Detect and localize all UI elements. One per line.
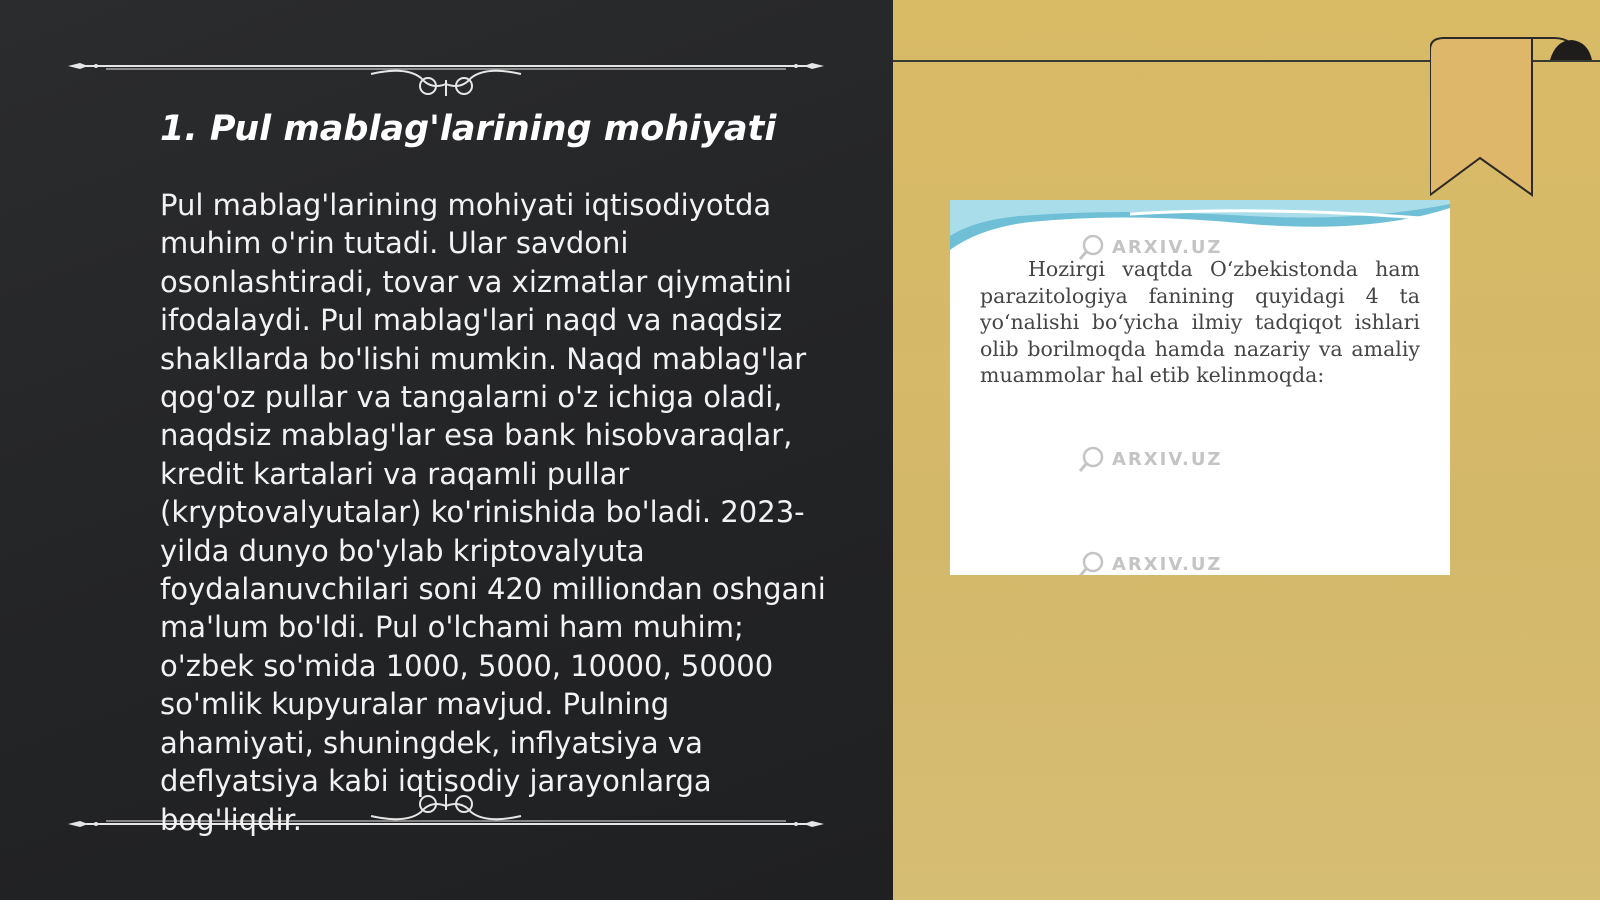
top-ornament-divider-icon [66, 36, 826, 96]
watermark: ARXIV.UZ [1078, 550, 1222, 575]
magnifier-icon [1078, 550, 1106, 575]
document-image-text: Hozirgi vaqtda O‘zbekistonda ham parazitologiya fanining quyidagi 4 ta yo‘nalishi bo‘yicha ilmiy tadqiqot ishlari olib borilmoqda hamda nazariy va amaliy muammolar hal etib kelinmoqda: [980, 257, 1420, 388]
document-image [950, 200, 1450, 575]
slide-title: 1. Pul mablag'larining mohiyati [160, 109, 777, 149]
slide-body-text: Pul mablag'larining mohiyati iqtisodiyotda muhim o'rin tutadi. Ular savdoni osonlashtiradi, tovar va xizmatlar qiymatini ifodalaydi. Pul mablag'lari naqd va naqdsiz shakllarda bo'lishi mumkin. Naqd mablag'lar qog'oz pullar va tangalarni o'z ichiga oladi, naqdsiz mablag'lar esa bank hisobvaraqlar, kredit kartalari va raqamli pullar (kryptovalyutalar) ko'rinishida bo'ladi. 2023-yilda dunyo bo'ylab kriptovalyuta foydalanuvchilari soni 420 milliondan oshgani ma'lum bo'ldi. Pul o'lchami ham muhim; o'zbek so'mida 1000, 5000, 10000, 50000 so'mlik kupyuralar mavjud. Pulning ahamiyati, shuningdek, inflyatsiya va deflyatsiya kabi iqtisodiy jarayonlarga bog'liqdir. [160, 188, 826, 837]
magnifier-icon [1078, 445, 1106, 473]
watermark: ARXIV.UZ [1078, 445, 1222, 473]
watermark: ARXIV.UZ [1078, 233, 1222, 261]
bookmark-ribbon-icon [1430, 30, 1600, 210]
